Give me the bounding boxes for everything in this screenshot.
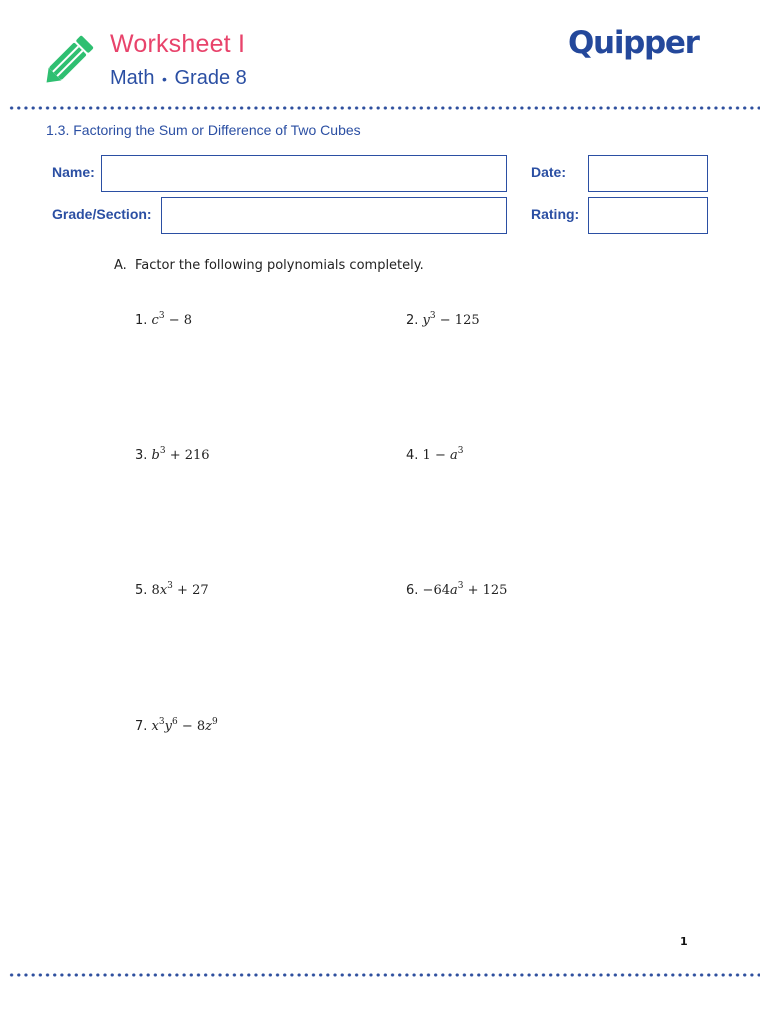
problem-number: 3. [135, 448, 152, 463]
subject-separator: • [162, 71, 167, 87]
problem-item [135, 583, 209, 598]
grade: Grade 8 [174, 67, 247, 89]
problem-expression: $8x^3 + 27$ [151, 581, 209, 598]
problem-number: 5. [135, 583, 152, 598]
page-number: 1 [680, 935, 688, 948]
date-label: Date: [531, 164, 567, 180]
problem-item [406, 313, 480, 328]
subject: Math [110, 67, 155, 89]
problem-number: 2. [406, 313, 423, 328]
grade-section-label: Grade/Section: [52, 206, 152, 222]
rating-label: Rating: [531, 206, 580, 222]
problem-expression: $y^3 - 125$ [422, 311, 480, 328]
problem-expression: $x^3y^6 - 8z^9$ [151, 717, 218, 734]
instruction-text: Factor the following polynomials completely. [135, 258, 424, 273]
subject-grade [110, 67, 247, 90]
problem-item [406, 583, 507, 598]
header-divider [8, 106, 760, 110]
problem-expression: $-64a^3 + 125$ [422, 581, 508, 598]
problem-expression: $b^3 + 216$ [151, 446, 210, 463]
footer-divider [8, 973, 760, 977]
problem-item [135, 719, 218, 734]
quipper-logo: Quipper [568, 25, 699, 61]
name-label: Name: [52, 164, 95, 180]
problem-expression: $c^3 - 8$ [151, 311, 192, 328]
name-field[interactable] [101, 155, 507, 192]
problem-number: 6. [406, 583, 423, 598]
grade-section-field[interactable] [161, 197, 507, 234]
instruction-marker: A. [114, 258, 127, 273]
worksheet-title: Worksheet I [110, 30, 246, 58]
problem-item [135, 313, 192, 328]
date-field[interactable] [588, 155, 708, 192]
problem-number: 4. [406, 448, 423, 463]
lesson-title: 1.3. Factoring the Sum or Difference of Two Cubes [46, 122, 361, 138]
rating-field[interactable] [588, 197, 708, 234]
problem-number: 7. [135, 719, 152, 734]
problem-expression: $1 - a^3$ [422, 446, 464, 463]
problem-number: 1. [135, 313, 152, 328]
problem-item [406, 448, 463, 463]
problem-item [135, 448, 210, 463]
pencil-icon [44, 28, 100, 86]
